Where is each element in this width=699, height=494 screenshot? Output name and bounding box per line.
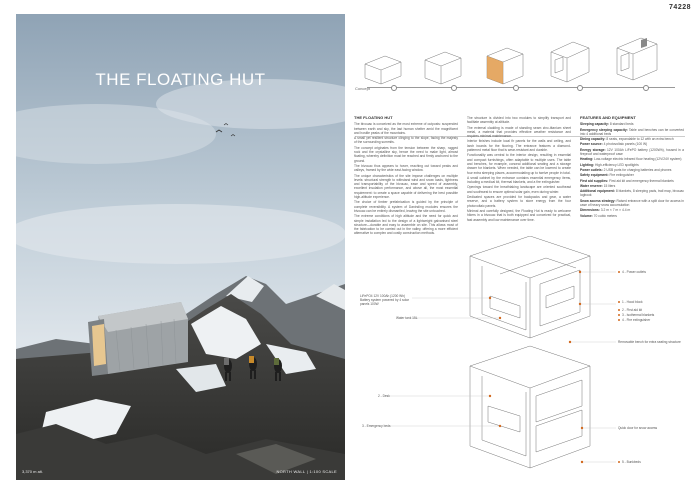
drawing-label: Water tank 15L (396, 316, 418, 320)
spec-item: Additional equipment: 8 blankets, 8 sleeping pads, trail map, bivouac logbook (580, 189, 684, 198)
concept-step-dot (577, 85, 583, 91)
concept-label: Concept (355, 86, 370, 91)
spec-item: Sleeping capacity: 8 standard beds (580, 122, 634, 127)
hero-title: THE FLOATING HUT (95, 70, 266, 89)
drawing-label: 2 - Desk (378, 394, 390, 398)
concept-step-dot (391, 85, 397, 91)
drawing-label: Removable bench for extra seating structure (618, 340, 681, 344)
spec-item: Dining capacity: 8 seats, expandable to 12 with an extra bench (580, 137, 674, 142)
concept-step-dot (513, 85, 519, 91)
spec-item: First aid supplies: First aid kit and emergency thermal blankets (580, 178, 674, 183)
concept-diagram (355, 26, 685, 106)
paragraph: A small cabinet by the entrance contains essential emergency items, including a medical kit, thermal blankets, and a fire extinguisher. (467, 175, 571, 185)
paragraph: Dedicated spaces are provided for backpacks and gear, a water reserve, and a battery system to store energy from the four photovoltaic panels. (467, 195, 571, 208)
paragraph: The bivouac thus appears to hover, reaching out toward peaks and valleys, framed by the wide east-facing window. (354, 163, 458, 173)
board-id: 74228 (669, 4, 691, 11)
paragraph: The concept originates from the tension between the sharp, rugged rock and the crystalline sky, hence the need to make light, almost floating, whereby definition must be reached and firmly anchored to the ground. (354, 145, 458, 163)
spec-item: Safety equipment: Fire extinguisher (580, 173, 634, 178)
spec-item: Power outlets: 2 USB ports for charging batteries and phones (580, 167, 672, 172)
paragraph: The external cladding is made of standing seam zinc-titanium sheet metal, a material that provides effective weather resistance and requires minimal maintenance. (467, 125, 571, 139)
drawing-label: 4 - Power outlets (618, 270, 646, 274)
hero-footer-right: NORTH WALL | 1:100 SCALE (276, 469, 337, 474)
section-heading: THE FLOATING HUT (354, 115, 393, 120)
drawing-label: Quick door for snow access (618, 426, 658, 430)
spec-item: Emergency sleeping capacity: Table and benches can be converted into 4 additional beds (580, 127, 685, 136)
paragraph: The structure is divided into two modules to simplify transport and facilitate assembly at altitude. (467, 116, 571, 125)
text-column-features (580, 116, 684, 219)
drawing-label: 3 - Isothermal blankets (618, 313, 654, 317)
text-column-description (354, 116, 458, 237)
spec-item: Lighting: High-efficiency LED spotlights (580, 162, 639, 167)
axonometric-drawings (350, 236, 690, 486)
hero-footer-left: 3,370 m alt. (22, 469, 43, 474)
spec-item: Dimensions: 3.2 m × 7 m × 4.4 m (580, 208, 631, 213)
paragraph: Functionality was central to the interior design, resulting in essential and compact furnishings, often adaptable to multiple uses. The table and benches, for example, conceal additional seating and a storage drawer for blankets. When needed, the table can be lowered to create four extra sleeping places, accommodating up to twelve people in total. (467, 153, 571, 175)
spec-item: Heating: Low-voltage electric infrared floor heating (12V/24V system) (580, 157, 682, 162)
text-column-construction (467, 116, 571, 223)
drawing-label: LiFePO4 12V 100Ah (1200 Wh) Battery system powered by 4 solar panels 100W (360, 294, 409, 306)
spec-item: Snow access strategy: Raised entrance with a split door for access in case of heavy snow accumulation (580, 198, 684, 208)
drawing-label: 5 - Bunkbeds (618, 460, 641, 464)
spec-item: Power source: 4 photovoltaic panels (100 W) (580, 142, 648, 147)
spec-item: Volume: 70 cubic meters (580, 213, 617, 218)
paragraph: A small yet resilient structure clinging to the slope, facing the majesty of the surrounding summits. (354, 136, 458, 145)
drawing-label: 2 - First aid kit (618, 308, 642, 312)
spec-item: Energy storage: 12V 100Ah LiFePO battery (1200Wh), housed in a fireproof and waterproof case (580, 147, 684, 157)
spec-item: Water reserve: 15 liters (580, 183, 616, 188)
drawing-label: 1 - Hood block (618, 300, 643, 304)
drawing-label: 3 - Emergency beds (362, 424, 391, 428)
paragraph: Openings toward the breathtaking landscape are oriented southeast and southwest to ensure optimal solar gain, even during winter. (467, 185, 571, 194)
concept-volumes-illustration (355, 26, 685, 86)
concept-step-dot (643, 85, 649, 91)
concept-timeline (367, 87, 675, 88)
paragraph: The bivouac is conceived as the most extreme of outposts: suspended between earth and sky, the last human shelter amid the magnificent and hostile peaks of the mountains. (354, 122, 458, 135)
hero-render (16, 14, 345, 480)
section-heading: FEATURES AND EQUIPMENT (580, 115, 636, 120)
paragraph: Interior finishes include local fir panels for the walls and ceiling, and larch boards for the flooring. The entrance features a diamond-patterned metal floor that is wear-resistant and durable. (467, 139, 571, 153)
drawing-label: 4 - Fire extinguisher (618, 318, 650, 322)
paragraph: The unique characteristics of the site impose challenges on multiple levels: structural strength to withstand wind and snow loads, lightness and transportability of the bivouac, ease and speed of assembly, excellent insulation performance, and above all, the most essential requirement: to create a space capable of delivering the best possible high-altitude experience. (354, 173, 458, 200)
paragraph: The extreme conditions of high altitude and the need for quick and simple installation led to the design of a lightweight galvanised steel structure—durable and easy to assemble on site. This allows most of the fabrication to be carried out in the valley, offering a more efficient alternative to complex and costly construction methods. (354, 214, 458, 236)
spec-list (580, 122, 684, 218)
paragraph: The choice of timber prefabrication is guided by the principle of complete reversibility. A system of Daninding modules ensures the bivouac can be entirely dismantled, leaving the site untouched. (354, 200, 458, 213)
concept-step-dot (451, 85, 457, 91)
paragraph: Minimal and carefully designed, the Floating Hut is ready to welcome hikers in a bivouac that is both equipped and conceived for practical, fast assembly and low maintenance over time. (467, 208, 571, 222)
